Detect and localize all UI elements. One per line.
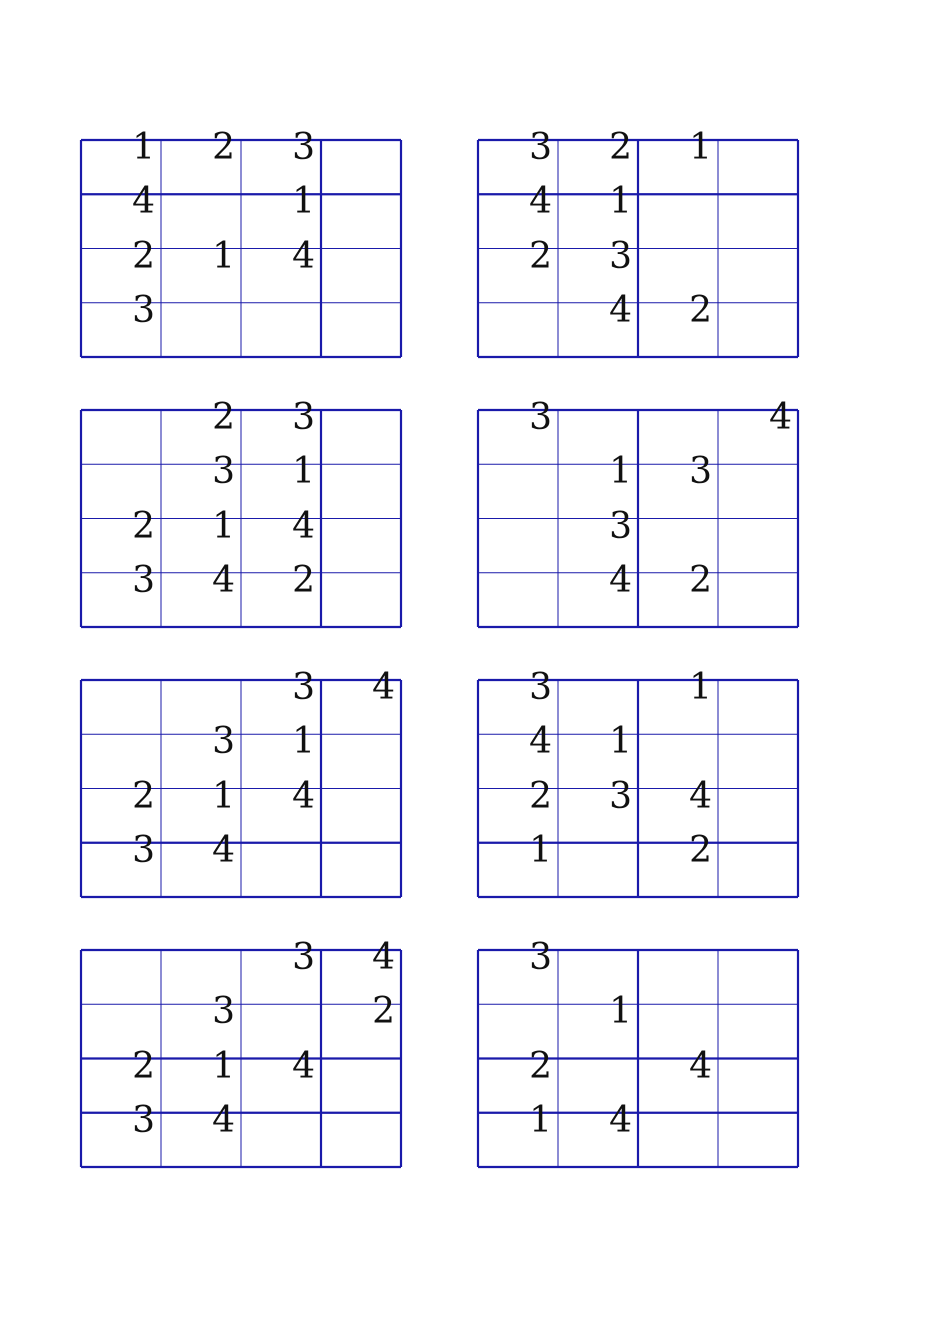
- cell-value: 4: [372, 937, 395, 978]
- cell-value: 4: [292, 775, 315, 817]
- cell-value: 4: [689, 775, 712, 817]
- cell-value: 3: [132, 559, 155, 601]
- cell-value: 2: [212, 127, 235, 168]
- cell-value: 3: [292, 667, 315, 708]
- cell-value: 4: [292, 1045, 315, 1087]
- cell-value: 1: [132, 127, 155, 168]
- cell-value: 1: [529, 1099, 552, 1141]
- cell-value: 3: [292, 127, 315, 168]
- cell-value: 4: [292, 505, 315, 547]
- cell-value: 3: [609, 235, 632, 277]
- cell-value: 3: [609, 505, 632, 547]
- cell-value: 4: [132, 181, 155, 223]
- cell-value: 1: [689, 667, 712, 708]
- cell-value: 2: [609, 127, 632, 168]
- sudoku-grid: [478, 667, 798, 897]
- cell-value: 1: [212, 1045, 235, 1087]
- cell-value: 3: [132, 289, 155, 331]
- sudoku-grid: [81, 127, 401, 357]
- sudoku-grid: [81, 667, 401, 897]
- cell-value: 4: [769, 397, 792, 438]
- cell-value: 3: [529, 127, 552, 168]
- cell-value: 4: [529, 721, 552, 763]
- cell-value: 1: [609, 451, 632, 493]
- cell-value: 4: [529, 181, 552, 223]
- cell-value: 2: [132, 775, 155, 817]
- cell-value: 3: [529, 397, 552, 438]
- cell-value: 1: [212, 505, 235, 547]
- cell-value: 2: [292, 559, 315, 601]
- cell-value: 1: [609, 181, 632, 223]
- cell-value: 4: [292, 235, 315, 277]
- cell-value: 1: [292, 721, 315, 763]
- cell-value: 1: [212, 775, 235, 817]
- cell-value: 2: [529, 1045, 552, 1087]
- cell-value: 2: [689, 829, 712, 871]
- sudoku-grid: [478, 937, 798, 1167]
- cell-value: 4: [689, 1045, 712, 1087]
- cell-value: 3: [529, 937, 552, 978]
- cell-value: 4: [372, 667, 395, 708]
- cell-value: 1: [292, 181, 315, 223]
- cell-value: 3: [689, 451, 712, 493]
- cell-value: 2: [212, 397, 235, 438]
- cell-value: 2: [132, 505, 155, 547]
- cell-value: 4: [609, 559, 632, 601]
- cell-value: 1: [292, 451, 315, 493]
- cell-value: 2: [132, 235, 155, 277]
- cell-value: 2: [529, 235, 552, 277]
- cell-value: 2: [372, 991, 395, 1033]
- cell-value: 1: [529, 829, 552, 871]
- cell-value: 1: [689, 127, 712, 168]
- cell-value: 4: [609, 289, 632, 331]
- cell-value: 3: [609, 775, 632, 817]
- cell-value: 4: [609, 1099, 632, 1141]
- sudoku-grid: [81, 937, 401, 1167]
- cell-value: 3: [212, 721, 235, 763]
- cell-value: 3: [132, 1099, 155, 1141]
- cell-value: 4: [212, 1099, 235, 1141]
- cell-value: 2: [132, 1045, 155, 1087]
- cell-value: 3: [292, 397, 315, 438]
- sudoku-grid: [478, 397, 798, 627]
- sudoku-grid: [81, 397, 401, 627]
- cell-value: 1: [609, 721, 632, 763]
- cell-value: 2: [529, 775, 552, 817]
- cell-value: 4: [212, 559, 235, 601]
- cell-value: 3: [212, 991, 235, 1033]
- cell-value: 2: [689, 289, 712, 331]
- cell-value: 2: [689, 559, 712, 601]
- sudoku-grid: [478, 127, 798, 357]
- cell-value: 3: [212, 451, 235, 493]
- cell-value: 3: [132, 829, 155, 871]
- cell-value: 1: [609, 991, 632, 1033]
- cell-value: 3: [292, 937, 315, 978]
- cell-value: 3: [529, 667, 552, 708]
- cell-value: 4: [212, 829, 235, 871]
- cell-value: 1: [212, 235, 235, 277]
